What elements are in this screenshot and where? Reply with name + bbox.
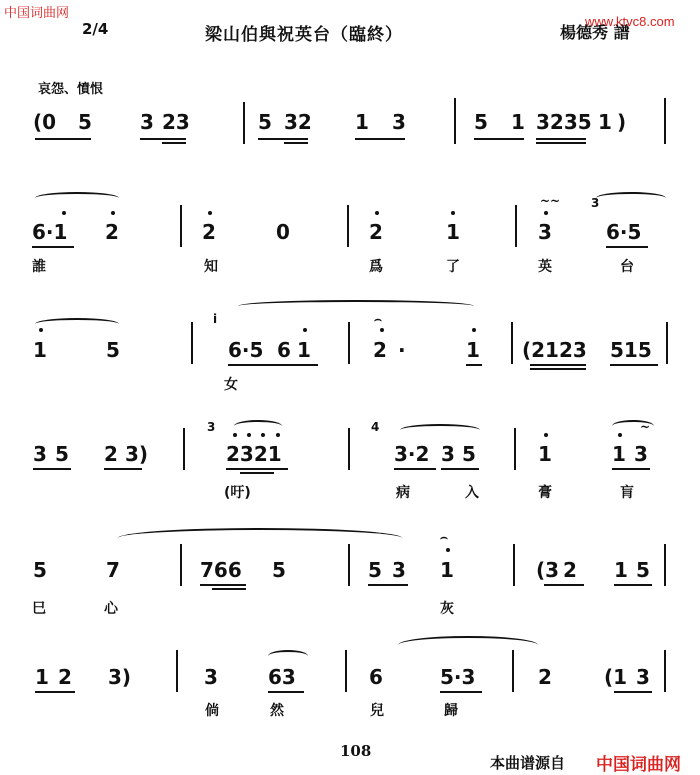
octave-dot (247, 433, 251, 437)
barline (664, 98, 666, 144)
barline (180, 205, 182, 247)
barline (514, 428, 516, 470)
note: 3 (140, 110, 154, 134)
note: 1 (355, 110, 369, 134)
note: 2 (538, 665, 552, 689)
octave-dot (261, 433, 265, 437)
underline (536, 142, 586, 144)
note: 766 (200, 558, 242, 582)
underline (544, 584, 584, 586)
barline (512, 650, 514, 692)
barline (176, 650, 178, 692)
underline (368, 584, 408, 586)
note: 2 (58, 665, 72, 689)
note: 1 (440, 558, 454, 582)
note: 5 (258, 110, 272, 134)
lyric: 肓 (620, 485, 634, 501)
note: 3 (441, 442, 455, 466)
note: 1 (612, 442, 626, 466)
note: 2 (373, 338, 387, 362)
note: 1 (33, 338, 47, 362)
note: 1 (297, 338, 311, 362)
note: 5 (106, 338, 120, 362)
note: (3 (536, 558, 560, 582)
underline (606, 246, 648, 248)
underline (240, 472, 274, 474)
note: 3·2 (394, 442, 430, 466)
underline (162, 142, 186, 144)
expression-marking: 哀怨、憤恨 (38, 82, 104, 97)
lyric: 誰 (32, 259, 46, 275)
underline (466, 364, 482, 366)
watermark-url: www.ktvc8.com (585, 14, 675, 29)
underline (612, 468, 650, 470)
slur (596, 192, 666, 204)
lyric: 歸 (444, 703, 458, 719)
barline (513, 544, 515, 586)
grace-note: 4 (371, 420, 380, 434)
octave-dot (544, 211, 548, 215)
underline (614, 691, 652, 693)
underline (212, 588, 246, 590)
underline (355, 138, 405, 140)
note: 1 (511, 110, 525, 134)
lyric: 英 (538, 259, 552, 275)
note: 23 (162, 110, 190, 134)
underline (200, 584, 246, 586)
slur (268, 650, 308, 662)
barline (348, 544, 350, 586)
underline (226, 468, 288, 470)
note: 5 (636, 558, 650, 582)
footer-site-name: 中国词曲网 (596, 755, 681, 775)
note: 3 (392, 558, 406, 582)
octave-dot (111, 211, 115, 215)
underline (394, 468, 436, 470)
underline (140, 138, 186, 140)
underline (284, 142, 308, 144)
lyric: 膏 (538, 485, 552, 501)
note: 2 (563, 558, 577, 582)
octave-dot (472, 328, 476, 332)
note: 0 (276, 220, 290, 244)
note: 6 (369, 665, 383, 689)
underline (228, 364, 318, 366)
underline (35, 691, 75, 693)
note: 5 (368, 558, 382, 582)
underline (536, 138, 586, 140)
underline (268, 691, 304, 693)
lyric: 倘 (205, 703, 219, 719)
note: (2123 (522, 338, 587, 362)
underline (530, 364, 586, 366)
slur (238, 300, 474, 312)
note: 3 (636, 665, 650, 689)
barline (454, 98, 456, 144)
underline (33, 468, 71, 470)
underline (614, 584, 652, 586)
note: 1 (466, 338, 480, 362)
underline (474, 138, 524, 140)
octave-dot (618, 433, 622, 437)
note: 3235 (536, 110, 592, 134)
footer-source-label: 本曲谱源自 (490, 754, 566, 772)
note: 3 (538, 220, 552, 244)
lyric: 然 (270, 703, 284, 719)
underline (440, 691, 482, 693)
note: 2 (105, 220, 119, 244)
octave-dot (544, 433, 548, 437)
octave-dot (39, 328, 43, 332)
lyric: 心 (104, 601, 118, 617)
note: 3 (33, 442, 47, 466)
trill-mark: ~ (640, 420, 651, 434)
barline (345, 650, 347, 692)
lyric: 病 (396, 485, 410, 501)
lyric: 爲 (369, 259, 383, 275)
note: 515 (610, 338, 652, 362)
note: 6·1 (32, 220, 68, 244)
barline (664, 544, 666, 586)
note: 5 (474, 110, 488, 134)
note: (0 (33, 110, 57, 134)
barline (348, 428, 350, 470)
octave-dot (451, 211, 455, 215)
octave-dot (233, 433, 237, 437)
barline (515, 205, 517, 247)
barline (664, 650, 666, 692)
note: 2321 (226, 442, 282, 466)
grace-note: 3 (207, 420, 216, 434)
note: 1 (446, 220, 460, 244)
note: 2 (369, 220, 383, 244)
slur (234, 420, 282, 432)
trill-mark: ~~ (540, 194, 561, 208)
note: 32 (284, 110, 312, 134)
note: 5 (33, 558, 47, 582)
note: 2 (202, 220, 216, 244)
lyric: 了 (446, 259, 460, 275)
octave-dot (62, 211, 66, 215)
underline (104, 468, 142, 470)
note: 63 (268, 665, 296, 689)
barline (348, 322, 350, 364)
note: 1 (538, 442, 552, 466)
slur (400, 424, 480, 436)
page-number: 108 (340, 742, 372, 760)
lyric: 女 (224, 377, 238, 393)
octave-dot (276, 433, 280, 437)
note: 5 (462, 442, 476, 466)
underline (258, 138, 308, 140)
note: 3 (204, 665, 218, 689)
octave-dot (375, 211, 379, 215)
octave-dot (208, 211, 212, 215)
underline (530, 368, 586, 370)
note: 2 (104, 442, 118, 466)
score-author: 楊德秀 譜 (560, 23, 630, 42)
slur (118, 528, 402, 548)
underline (610, 364, 658, 366)
score-title: 梁山伯與祝英台（臨終） (205, 25, 403, 45)
note: 5 (272, 558, 286, 582)
grace-note: i (213, 312, 218, 326)
slur (398, 636, 538, 654)
slur (35, 192, 119, 204)
barline (183, 428, 185, 470)
lyric: 灰 (440, 601, 454, 617)
lyric: 兒 (370, 703, 384, 719)
note: ) (617, 110, 627, 134)
note: 1 (35, 665, 49, 689)
note: 5 (78, 110, 92, 134)
note: 1 (614, 558, 628, 582)
barline (180, 544, 182, 586)
slur (35, 318, 119, 330)
barline (511, 322, 513, 364)
barline (666, 322, 668, 364)
note: 5 (55, 442, 69, 466)
lyric: 台 (620, 259, 634, 275)
underline (32, 246, 74, 248)
underline (441, 468, 479, 470)
note: 3) (108, 665, 132, 689)
note: 6·5 (606, 220, 642, 244)
octave-dot (446, 548, 450, 552)
lyric: (吁) (224, 485, 251, 501)
note: 6·5 (228, 338, 264, 362)
note: 3) (125, 442, 149, 466)
lyric: 入 (465, 485, 479, 501)
note: 1 (598, 110, 612, 134)
time-signature: 2/4 (82, 20, 109, 38)
fermata: ⌢ (374, 312, 382, 326)
lyric: 知 (204, 259, 218, 275)
octave-dot (380, 328, 384, 332)
underline (35, 138, 91, 140)
note: · (398, 338, 406, 362)
octave-dot (303, 328, 307, 332)
fermata: ⌢ (440, 530, 448, 544)
note: 5·3 (440, 665, 476, 689)
note: 7 (106, 558, 120, 582)
note: 3 (634, 442, 648, 466)
note: 6 (277, 338, 291, 362)
grace-note: 3 (591, 196, 600, 210)
note: 3 (392, 110, 406, 134)
barline (243, 102, 245, 144)
lyric: 巳 (32, 601, 46, 617)
note: (1 (604, 665, 628, 689)
barline (347, 205, 349, 247)
watermark-site-name: 中国词曲网 (4, 6, 70, 21)
barline (191, 322, 193, 364)
